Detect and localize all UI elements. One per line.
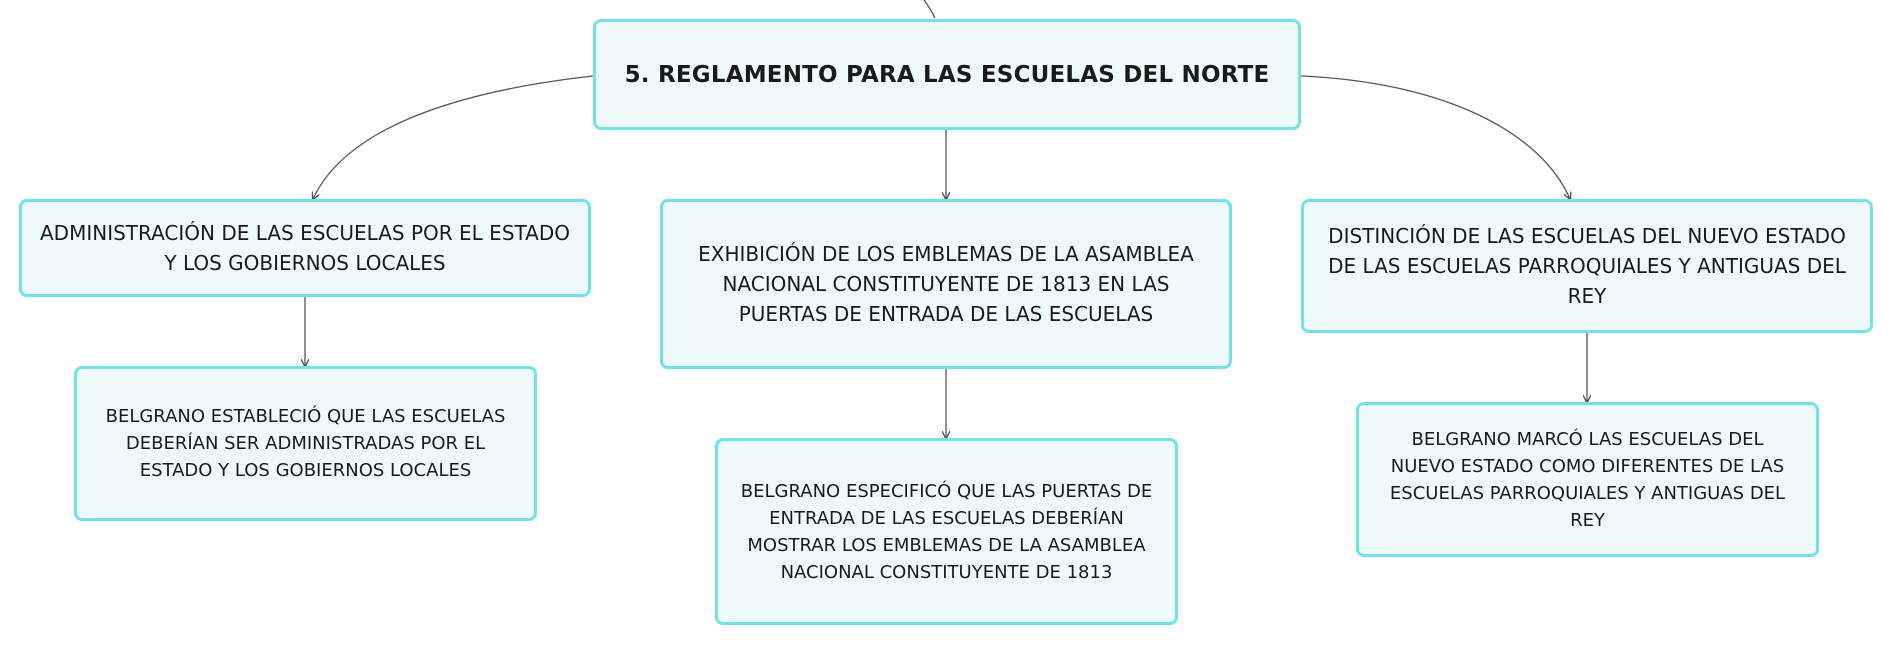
branch-label-distincion: DISTINCIÓN DE LAS ESCUELAS DEL NUEVO ESTADO DE LAS ESCUELAS PARROQUIALES Y ANTIGUAS DEL REY: [1328, 224, 1846, 308]
detail-label-emblemas: BELGRANO ESPECIFICÓ QUE LAS PUERTAS DE ENTRADA DE LAS ESCUELAS DEBERÍAN MOSTRAR LOS EMBLEMAS DE LA ASAMBLEA NACIONAL CONSTITUYENTE DE 1813: [740, 480, 1153, 583]
branch-node-distincion[interactable]: [1301, 199, 1873, 333]
detail-node-emblemas[interactable]: [715, 438, 1178, 625]
detail-node-distincion[interactable]: [1356, 402, 1819, 557]
detail-label-distincion: BELGRANO MARCÓ LAS ESCUELAS DEL NUEVO ESTADO COMO DIFERENTES DE LAS ESCUELAS PARROQUIALES Y ANTIGUAS DEL REY: [1389, 428, 1786, 531]
branch-node-administracion[interactable]: [19, 199, 591, 297]
branch-label-emblemas: EXHIBICIÓN DE LOS EMBLEMAS DE LA ASAMBLEA NACIONAL CONSTITUYENTE DE 1813 EN LAS PUERTAS DE ENTRADA DE LAS ESCUELAS: [698, 242, 1194, 326]
parent-connector: [924, 0, 935, 18]
branch-node-emblemas[interactable]: [660, 199, 1232, 369]
detail-node-administracion[interactable]: [74, 366, 537, 521]
detail-label-administracion: BELGRANO ESTABLECIÓ QUE LAS ESCUELAS DEBERÍAN SER ADMINISTRADAS POR EL ESTADO Y LOS GOBIERNOS LOCALES: [105, 406, 506, 481]
root-topic-label: 5. REGLAMENTO PARA LAS ESCUELAS DEL NORTE: [624, 61, 1270, 88]
root-topic-node[interactable]: [593, 19, 1301, 130]
connector-root-branch-3: [1301, 76, 1570, 199]
branch-label-administracion: ADMINISTRACIÓN DE LAS ESCUELAS POR EL ESTADO Y LOS GOBIERNOS LOCALES: [40, 221, 570, 275]
connector-root-branch-1: [313, 76, 593, 199]
